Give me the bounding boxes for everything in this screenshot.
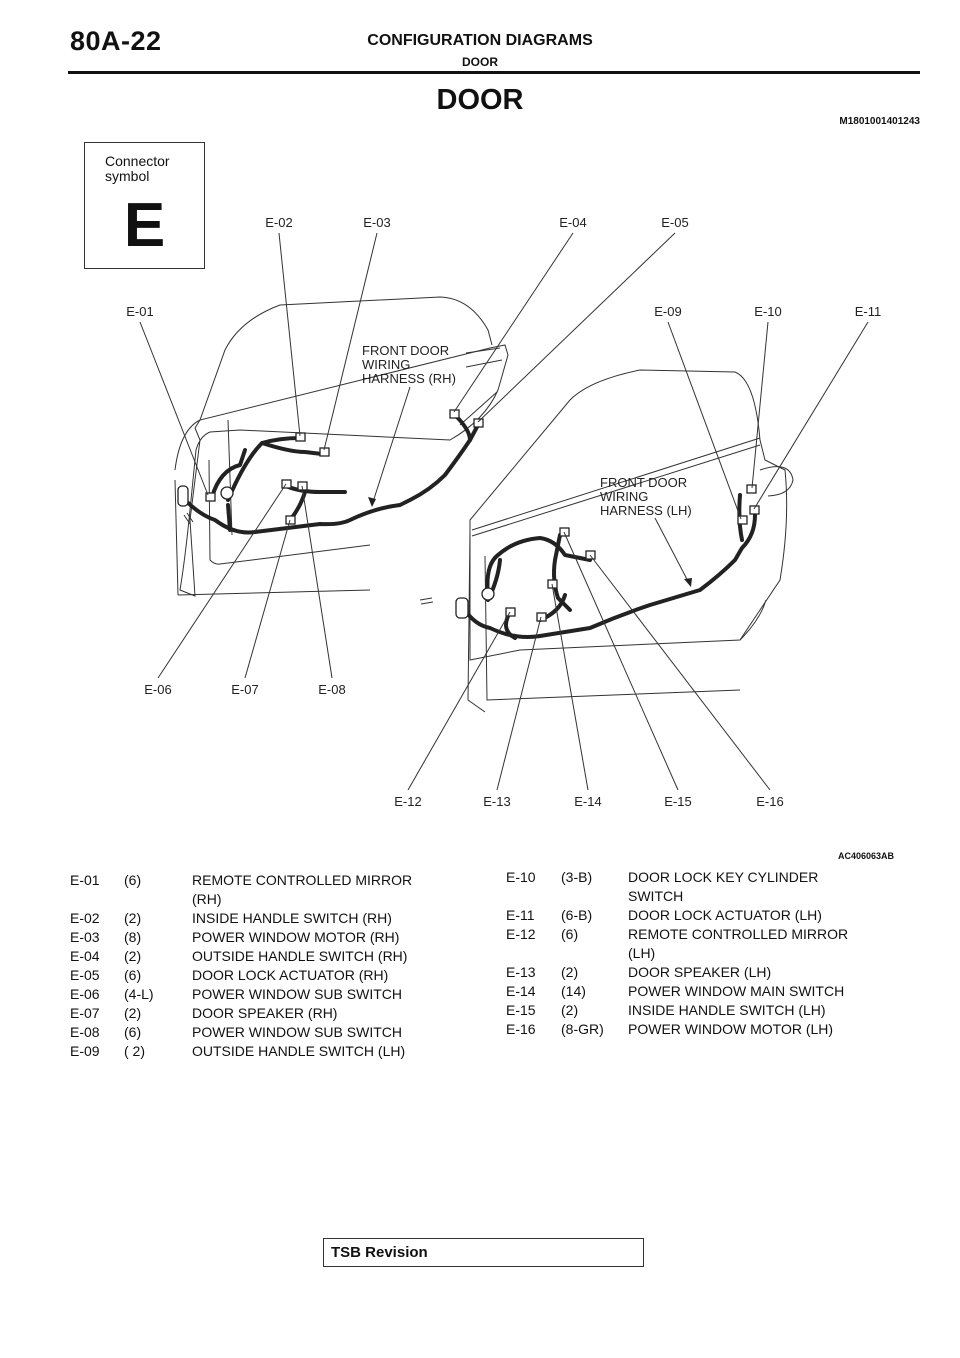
callout-e15: E-15 bbox=[664, 794, 692, 809]
callout-e09: E-09 bbox=[654, 304, 682, 319]
callout-e13: E-13 bbox=[483, 794, 511, 809]
callout-e16: E-16 bbox=[756, 794, 784, 809]
legend-caption: Connector symbol bbox=[105, 153, 170, 184]
callout-e10: E-10 bbox=[754, 304, 782, 319]
callout-e01: E-01 bbox=[126, 304, 154, 319]
callout-e02: E-02 bbox=[265, 215, 293, 230]
callout-e14: E-14 bbox=[574, 794, 602, 809]
section-subtitle: DOOR bbox=[462, 55, 498, 69]
harness-rh-label-1: FRONT DOOR bbox=[362, 343, 450, 358]
callout-e08: E-08 bbox=[318, 682, 346, 697]
harness-rh-label-3: HARNESS (RH) bbox=[362, 371, 456, 386]
section-title: CONFIGURATION DIAGRAMS bbox=[367, 32, 593, 49]
harness-lh-label-1: FRONT DOOR bbox=[600, 475, 688, 490]
legend-letter: E bbox=[123, 191, 166, 260]
callout-e03: E-03 bbox=[363, 215, 391, 230]
connector-table-right: E-10 (3-B) DOOR LOCK KEY CYLINDER SWITCH E-11 (6-B) DOOR LOCK ACTUATOR (LH) E-12 (6) REMOTE CONTROLLED MIRROR (LH) E-13 (2) DOOR SPEAKER (LH) E-14 (14) POWER WINDOW MAIN SWITCH E-15 (2) INSIDE HANDLE SWITCH (LH) E-16 (8-GR) POWER WINDOW MOTOR (LH) bbox=[506, 869, 849, 1037]
callout-e04: E-04 bbox=[559, 215, 587, 230]
callout-e05: E-05 bbox=[661, 215, 689, 230]
harness-lh-label-3: HARNESS (LH) bbox=[600, 503, 692, 518]
callout-e06: E-06 bbox=[144, 682, 172, 697]
document-code: M1801001401243 bbox=[839, 116, 920, 127]
page-number: 80A-22 bbox=[70, 26, 162, 56]
callout-e07: E-07 bbox=[231, 682, 259, 697]
callout-e12: E-12 bbox=[394, 794, 422, 809]
harness-lh-label-2: WIRING bbox=[600, 489, 649, 504]
tsb-revision-label: TSB Revision bbox=[331, 1244, 428, 1261]
callout-e11: E-11 bbox=[854, 304, 882, 319]
page-title: DOOR bbox=[436, 84, 524, 116]
connector-table-left: E-01 (6) REMOTE CONTROLLED MIRROR (RH) E-02 (2) INSIDE HANDLE SWITCH (RH) E-03 (8) POWER WINDOW MOTOR (RH) E-04 (2) OUTSIDE HANDLE SWITCH (RH) E-05 (6) DOOR LOCK ACTUATOR (RH) E-06 (4-L) POWER WINDOW SUB SWITCH E-07 (2) DOOR SPEAKER (RH) E-08 (6) POWER WINDOW SUB SWITCH E-09 ( 2) OUTSIDE HANDLE SWITCH (LH) bbox=[70, 872, 413, 1059]
figure-code: AC406063AB bbox=[838, 851, 895, 861]
harness-rh-label-2: WIRING bbox=[362, 357, 411, 372]
